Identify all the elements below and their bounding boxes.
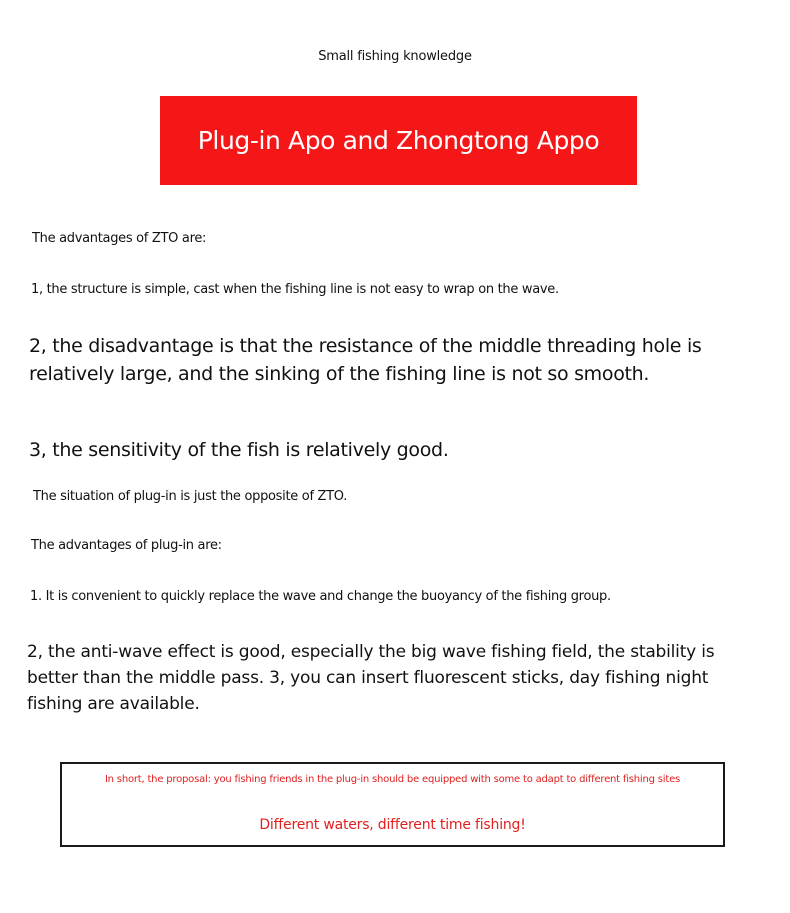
plugin-situation-text: The situation of plug-in is just the opposite of ZTO. (33, 489, 348, 504)
plugin-point-2-line-1: 2, the anti-wave effect is good, especially the big wave fishing field, the stability is (27, 642, 715, 662)
plugin-point-2-line-2: better than the middle pass. 3, you can insert fluorescent sticks, day fishing night (27, 668, 709, 688)
plugin-point-1: 1. It is convenient to quickly replace the wave and change the buoyancy of the fishing group. (30, 589, 611, 604)
plugin-point-2 (27, 639, 714, 717)
plugin-point-2-line-3: fishing are available. (27, 694, 200, 714)
zto-point-2-line-2: relatively large, and the sinking of the fishing line is not so smooth. (29, 363, 650, 385)
summary-note-text: In short, the proposal: you fishing friends in the plug-in should be equipped with some to adapt to different fishing sites (104, 774, 681, 785)
zto-point-2 (29, 332, 702, 388)
zto-point-3: 3, the sensitivity of the fish is relatively good. (29, 439, 449, 461)
title-banner (160, 96, 637, 185)
zto-point-2-line-1: 2, the disadvantage is that the resistance of the middle threading hole is (29, 335, 702, 357)
page-subtitle: Small fishing knowledge (318, 49, 472, 64)
zto-point-1: 1, the structure is simple, cast when the fishing line is not easy to wrap on the wave. (31, 282, 559, 297)
summary-note-slogan: Different waters, different time fishing! (259, 817, 526, 833)
summary-note-box (60, 762, 725, 847)
plugin-advantages-heading: The advantages of plug-in are: (31, 538, 222, 553)
banner-title: Plug-in Apo and Zhongtong Appo (197, 126, 600, 155)
zto-advantages-heading: The advantages of ZTO are: (32, 231, 207, 246)
